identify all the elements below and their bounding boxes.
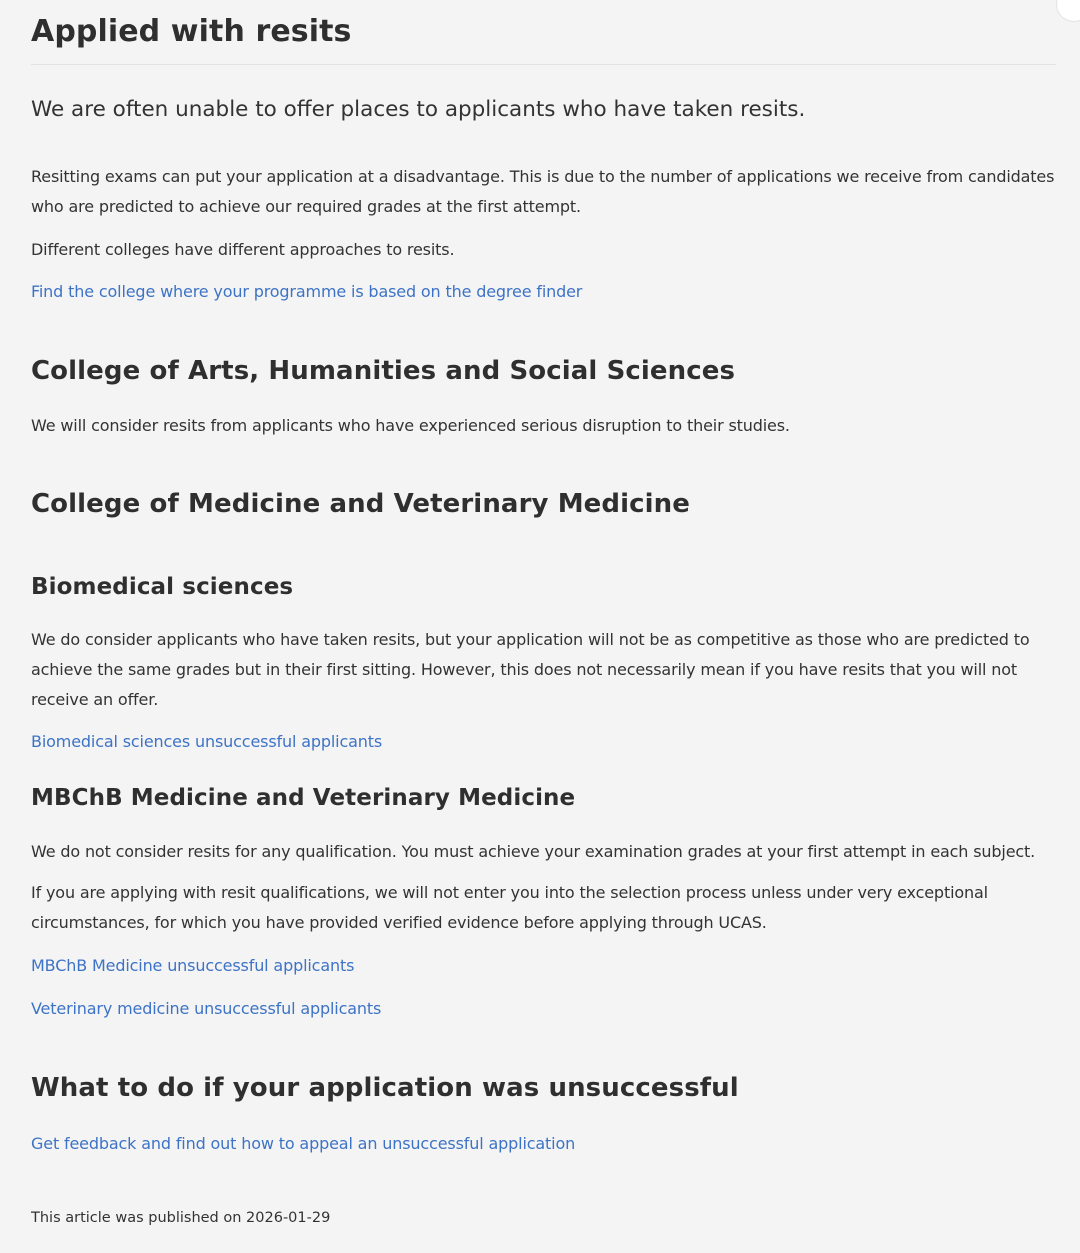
- title-divider: [31, 64, 1056, 65]
- degree-finder-link[interactable]: Find the college where your programme is based on the degree finder: [31, 282, 583, 301]
- section-heading-medicine: College of Medicine and Veterinary Medicine: [31, 489, 690, 519]
- subheading-mbchb: MBChB Medicine and Veterinary Medicine: [31, 785, 576, 811]
- mbchb-paragraph-1: We do not consider resits for any qualification. You must achieve your examination grades at your first attempt in each subject.: [31, 842, 1036, 861]
- feedback-appeal-link[interactable]: Get feedback and find out how to appeal an unsuccessful application: [31, 1134, 576, 1153]
- section-heading-unsuccessful: What to do if your application was unsuccessful: [31, 1073, 739, 1103]
- intro-paragraph: Resitting exams can put your application at a disadvantage. This is due to the number of applications we receive from candidates who are predicted to achieve our required grades at the first attempt.: [31, 167, 1055, 216]
- arts-paragraph: We will consider resits from applicants who have experienced serious disruption to their studies.: [31, 416, 790, 435]
- biomedical-unsuccessful-link[interactable]: Biomedical sciences unsuccessful applicants: [31, 732, 383, 751]
- section-heading-arts: College of Arts, Humanities and Social Sciences: [31, 356, 736, 386]
- corner-widget: [1056, 0, 1080, 22]
- mbchb-unsuccessful-link[interactable]: MBChB Medicine unsuccessful applicants: [31, 956, 355, 975]
- mbchb-paragraph-2: If you are applying with resit qualifications, we will not enter you into the selection process unless under very exceptional circumstances, for which you have provided verified evidence before applying through UCAS.: [31, 883, 988, 932]
- published-date: This article was published on 2026-01-29: [31, 1210, 331, 1226]
- veterinary-unsuccessful-link[interactable]: Veterinary medicine unsuccessful applicants: [31, 999, 382, 1018]
- subheading-biomedical-sciences: Biomedical sciences: [31, 574, 294, 600]
- page-title: Applied with resits: [31, 14, 352, 49]
- biomedical-paragraph: We do consider applicants who have taken resits, but your application will not be as competitive as those who are predicted to achieve the same grades but in their first sitting. However, this does not necessarily mean if you have resits that you will not receive an offer.: [31, 630, 1030, 709]
- article-content: [31, 0, 1056, 1253]
- colleges-note: Different colleges have different approaches to resits.: [31, 240, 455, 259]
- lead-paragraph: We are often unable to offer places to applicants who have taken resits.: [31, 97, 806, 122]
